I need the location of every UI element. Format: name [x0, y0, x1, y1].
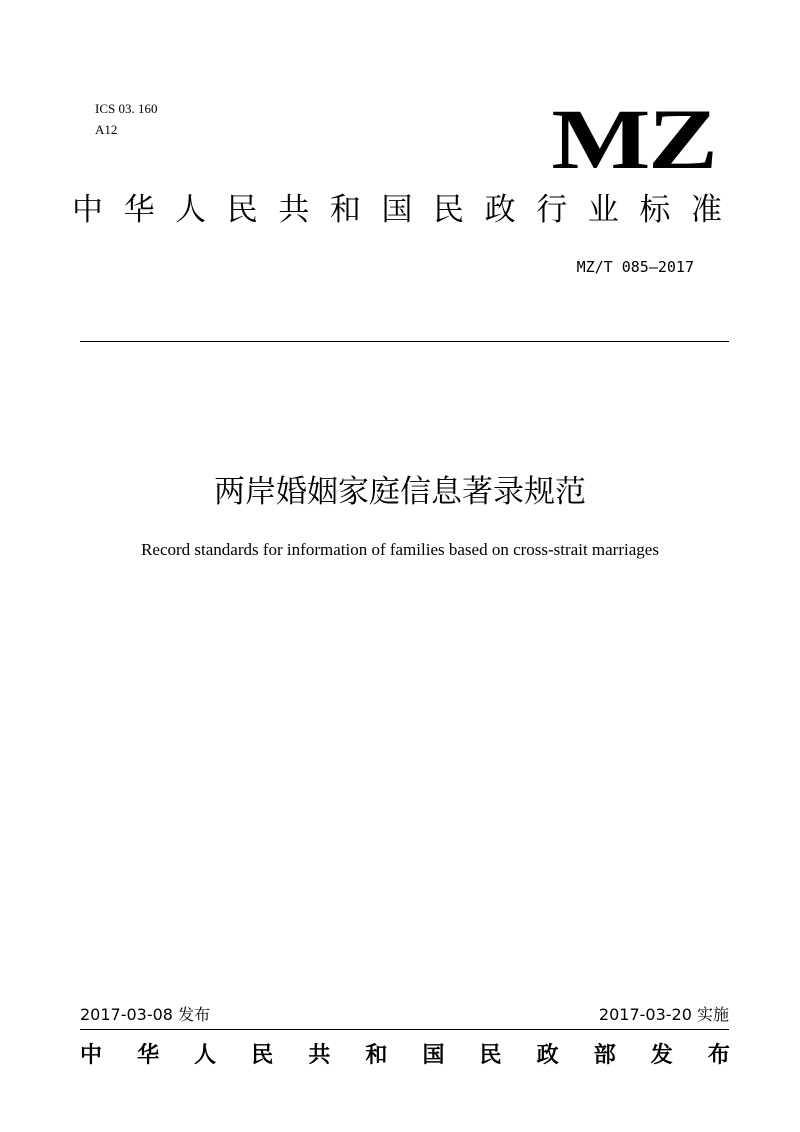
issuing-authority-char: 发: [650, 1043, 673, 1068]
industry-standard-title-char: 国: [381, 192, 413, 228]
ics-code: ICS 03. 160: [95, 101, 158, 116]
industry-standard-title-char: 华: [123, 192, 155, 228]
document-subtitle: Record standards for information of families based on cross-strait marriages: [141, 540, 659, 559]
classification-code: A12: [95, 122, 118, 137]
top-divider: [80, 341, 729, 342]
issuing-authority-char: 部: [593, 1043, 616, 1068]
standard-code: MZ/T 085—2017: [576, 258, 694, 276]
implement-date: 2017-03-20 实施: [598, 1005, 729, 1024]
ics-classification: [95, 98, 157, 140]
document-title: 两岸婚姻家庭信息著录规范: [214, 474, 586, 510]
industry-standard-title-char: 准: [690, 192, 722, 228]
issuing-authority-char: 华: [137, 1043, 160, 1068]
mz-logo: MZ: [551, 91, 716, 187]
industry-standard-title: [72, 190, 722, 230]
issuing-authority-char: 中: [80, 1043, 103, 1068]
industry-standard-title-char: 中: [72, 192, 103, 228]
issuing-authority-char: 共: [308, 1043, 331, 1068]
bottom-divider: [80, 1029, 729, 1030]
industry-standard-title-char: 民: [433, 192, 465, 228]
issuing-authority-char: 政: [536, 1043, 559, 1068]
issuing-authority: [80, 1040, 730, 1072]
industry-standard-title-char: 政: [484, 192, 516, 228]
industry-standard-title-char: 和: [329, 192, 361, 228]
issuing-authority-char: 民: [479, 1043, 502, 1068]
industry-standard-title-char: 行: [536, 192, 568, 228]
industry-standard-title-char: 人: [175, 192, 207, 228]
industry-standard-title-char: 标: [639, 192, 671, 228]
issuing-authority-char: 和: [365, 1043, 388, 1068]
issuing-authority-char: 布: [707, 1043, 730, 1068]
publish-date: 2017-03-08 发布: [80, 1005, 211, 1024]
issuing-authority-char: 国: [422, 1043, 445, 1068]
industry-standard-title-char: 共: [278, 192, 310, 228]
issuing-authority-char: 人: [194, 1043, 217, 1068]
industry-standard-title-char: 业: [587, 192, 619, 228]
industry-standard-title-char: 民: [226, 192, 258, 228]
issuing-authority-char: 民: [251, 1043, 274, 1068]
